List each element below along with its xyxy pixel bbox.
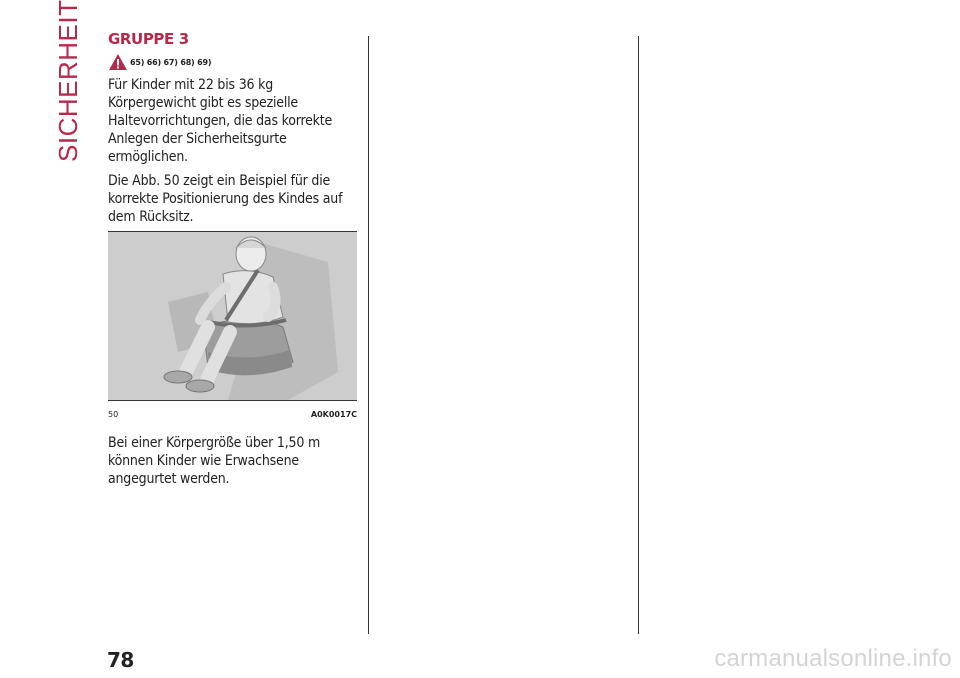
figure [108, 231, 357, 424]
warning-reference-row [108, 52, 358, 72]
figure-number: 50 [108, 409, 119, 419]
chapter-title: SICHERHEIT [53, 0, 83, 162]
column-divider-1 [368, 36, 369, 634]
child-booster-seat-illustration [108, 232, 357, 400]
paragraph: Für Kinder mit 22 bis 36 kg Körpergewicht gibt es spezielle Haltevorrichtungen, die das korrekte Anlegen der Sicherheitsgurte ermöglichen. [108, 77, 333, 165]
text-column [108, 30, 358, 232]
warning-triangle-icon [108, 53, 128, 71]
paragraph: Bei einer Körpergröße über 1,50 m können Kinder wie Erwachsene angegurtet werden. [108, 435, 321, 487]
paragraph: Die Abb. 50 zeigt ein Beispiel für die korrekte Positionierung des Kindes auf dem Rücksitz. [108, 173, 343, 225]
section-heading: GRUPPE 3 [108, 30, 189, 48]
warning-references: 65) 66) 67) 68) 69) [130, 57, 212, 67]
figure-code: A0K0017C [310, 409, 357, 419]
figure-caption [108, 400, 357, 424]
column-divider-2 [638, 36, 639, 634]
page-number: 78 [107, 648, 134, 672]
watermark: carmanualsonline.info [714, 645, 952, 672]
